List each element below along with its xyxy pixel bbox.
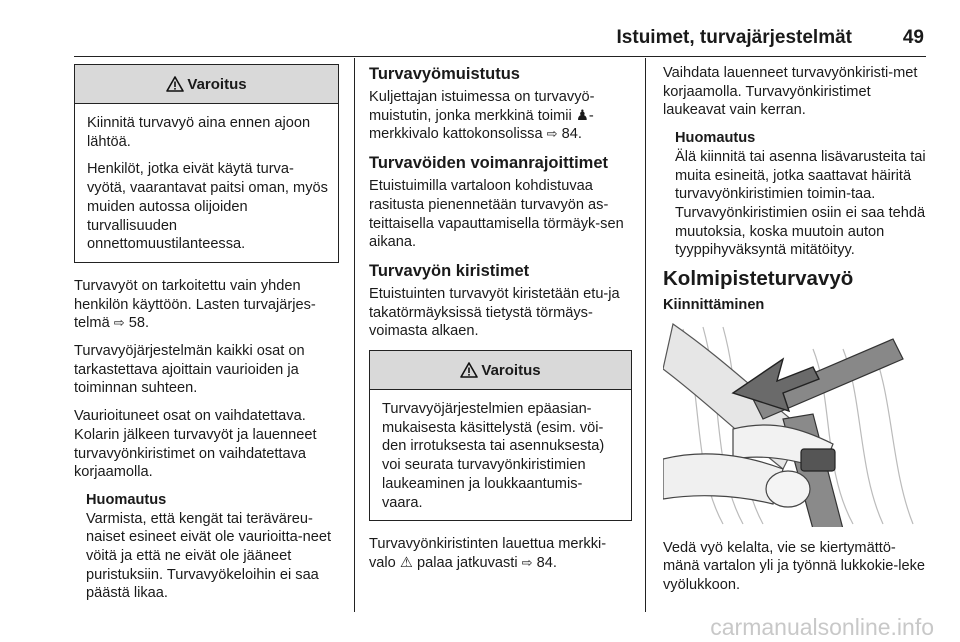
paragraph: Etuistuimilla vartaloon kohdistuvaa rasitusta pienennetään turvavyön as-teittaisella vapauttamisella törmäyk-sen aikana.	[369, 178, 624, 251]
note-title: Huomautus	[86, 491, 167, 508]
page-ref-arrow-icon: ⇨	[546, 126, 558, 142]
paragraph: Vaurioituneet osat on vaihdatettava. Kolarin jälkeen turvavyöt ja lauenneet turvavyönkiristimet on vaihdatettava korjaamolla.	[74, 408, 317, 481]
column-divider	[354, 58, 355, 612]
warning-body	[75, 104, 338, 262]
watermark: carmanualsonline.info	[710, 614, 934, 640]
warning-box	[74, 64, 339, 263]
page-header	[0, 0, 960, 56]
header-rule	[74, 56, 926, 57]
chapter-heading: Kolmipisteturvavyö	[663, 267, 854, 291]
paragraph: Vaihdata lauenneet turvavyönkiristi-met korjaamolla. Turvavyönkiristimet laukeavat vain kerran.	[663, 65, 918, 119]
seatbelt-fastening-illustration	[663, 319, 925, 527]
page-ref-link[interactable]: 58.	[128, 315, 150, 332]
warning-body	[370, 390, 631, 520]
page-ref-link[interactable]: 84.	[536, 554, 557, 571]
section-heading: Turvavyömuistutus	[369, 65, 520, 83]
paragraph: Etuistuinten turvavyöt kiristetään etu-ja takatörmäyksissä tietystä törmäys-voimasta alkaen.	[369, 285, 620, 340]
warning-title: Varoitus	[187, 75, 247, 93]
warning-text: Turvavyöjärjestelmien epäasian-mukaisesta käsittelystä (esim. vöi-den irrotuksesta tai asennuksesta) voi seurata turvavyönkiristimien laukeaminen ja loukkaantumis-vaara.	[382, 401, 605, 511]
note-block	[663, 129, 928, 260]
seatbelt-reminder-icon: ♟	[575, 107, 589, 124]
column-3	[663, 64, 928, 595]
note-text: Varmista, että kengät tai teräväreu-naiset esineet eivät ole vaurioitta-neet vöitä ja että ne eivät ole jääneet puristuksiin. Turvavyökeloihin ei saa päästä likaa.	[86, 510, 332, 602]
column-2	[369, 64, 632, 582]
note-text: Älä kiinnitä tai asenna lisävarusteita tai muita esineitä, jotka saattavat häiritä turvavyönkiristimien toimin-taa. Turvavyönkiristimien osiin ei saa tehdä muutoksia, koska muutoin auton tyyppihyväksyntä mitätöityy.	[675, 148, 926, 259]
warning-header	[75, 65, 338, 104]
warning-triangle-icon	[166, 76, 184, 92]
section-heading: Turvavyön kiristimet	[369, 261, 530, 280]
airbag-warning-icon: ⚠	[399, 554, 413, 571]
header-title: Istuimet, turvajärjestelmät	[616, 27, 852, 48]
sub-heading: Kiinnittäminen	[663, 297, 765, 314]
warning-text: Kiinnitä turvavyö aina ennen ajoon lähtöä.	[87, 115, 311, 150]
warning-header	[370, 351, 631, 390]
note-title: Huomautus	[675, 130, 756, 147]
page-ref-arrow-icon: ⇨	[521, 554, 533, 570]
page-ref-arrow-icon: ⇨	[113, 315, 125, 331]
page-number: 49	[902, 27, 924, 48]
warning-triangle-icon	[460, 362, 478, 378]
warning-title: Varoitus	[481, 361, 541, 379]
column-divider	[645, 58, 646, 612]
paragraph: Turvavyönkiristinten lauettua merkki-valo ⚠ palaa jatkuvasti ⇨ 84.	[369, 536, 607, 571]
paragraph: Turvavyöjärjestelmän kaikki osat on tarkastettava ajoittain vaurioiden ja toiminnan suhteen.	[74, 343, 305, 397]
note-block	[74, 491, 339, 603]
warning-text: Henkilöt, jotka eivät käytä turva-vyötä, vaarantavat paitsi oman, myös muiden autossa olijoiden turvallisuuden onnettomuustilanteessa.	[87, 161, 328, 253]
warning-box	[369, 350, 632, 521]
column-1	[74, 64, 339, 603]
page-ref-link[interactable]: 84.	[561, 126, 582, 143]
paragraph: Kuljettajan istuimessa on turvavyö-muistutin, jonka merkkinä toimii ♟-merkkivalo kattokonsolissa ⇨ 84.	[369, 89, 595, 143]
caption: Vedä vyö kelalta, vie se kiertymättö-mänä vartalon yli ja työnnä lukkokie-leke vyölukkoon.	[663, 539, 926, 594]
paragraph: Turvavyöt on tarkoitettu vain yhden henkilön käyttöön. Lasten turvajärjes-telmä ⇨ 58.	[74, 277, 316, 332]
section-heading: Turvavöiden voimanrajoittimet	[369, 154, 608, 173]
